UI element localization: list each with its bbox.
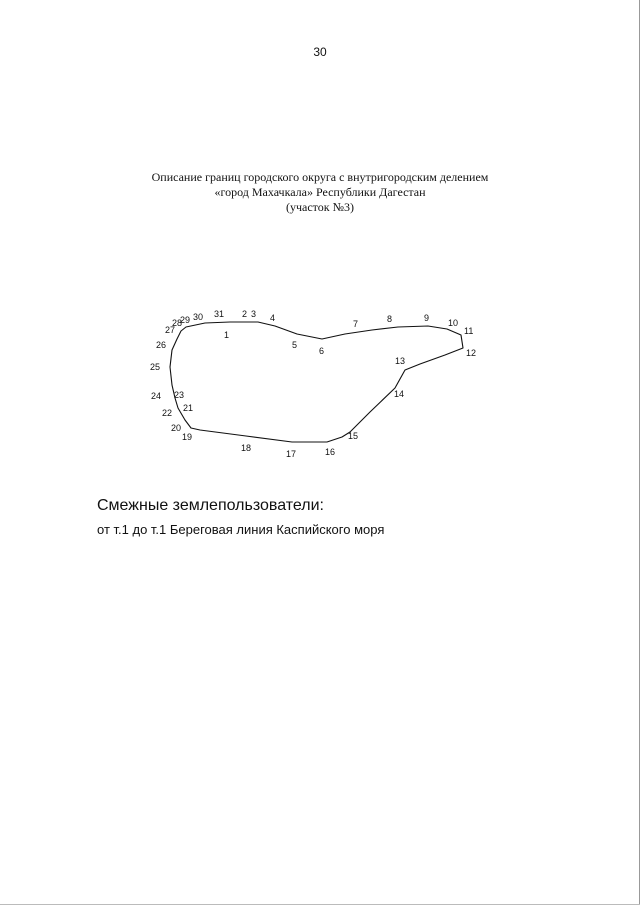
point-label-15: 15 <box>348 431 359 441</box>
point-label-19: 19 <box>182 432 193 442</box>
point-label-14: 14 <box>394 389 405 399</box>
point-label-18: 18 <box>241 443 252 453</box>
point-label-16: 16 <box>325 447 336 457</box>
point-label-8: 8 <box>387 314 393 324</box>
point-label-24: 24 <box>151 391 162 401</box>
point-label-31: 31 <box>214 309 225 319</box>
point-label-6: 6 <box>319 346 325 356</box>
neighbors-description: от т.1 до т.1 Береговая линия Каспийского моря <box>97 522 385 537</box>
neighbors-heading: Смежные землепользователи: <box>97 497 324 514</box>
point-label-12: 12 <box>466 348 477 358</box>
point-label-4: 4 <box>270 313 276 323</box>
boundary-outline <box>170 322 463 442</box>
point-label-23: 23 <box>174 390 185 400</box>
point-label-27: 27 <box>165 325 176 335</box>
point-label-7: 7 <box>353 319 359 329</box>
point-label-5: 5 <box>292 340 298 350</box>
title-line-1: Описание границ городского округа с внутригородским делением <box>151 170 489 184</box>
point-label-29: 29 <box>180 315 191 325</box>
point-label-22: 22 <box>162 408 173 418</box>
title-line-2: «город Махачкала» Республики Дагестан <box>214 185 426 199</box>
point-label-1: 1 <box>224 330 230 340</box>
point-label-25: 25 <box>150 362 161 372</box>
point-label-17: 17 <box>286 449 297 459</box>
point-label-11: 11 <box>464 326 474 336</box>
point-label-9: 9 <box>424 313 430 323</box>
title-line-3: (участок №3) <box>285 200 355 214</box>
point-label-13: 13 <box>395 356 406 366</box>
point-label-30: 30 <box>193 312 204 322</box>
point-label-2: 2 <box>242 309 248 319</box>
point-label-10: 10 <box>448 318 459 328</box>
point-label-26: 26 <box>156 340 167 350</box>
point-label-20: 20 <box>171 423 182 433</box>
point-label-28: 28 <box>172 318 183 328</box>
point-label-21: 21 <box>183 403 194 413</box>
page-number: 30 <box>313 45 327 59</box>
point-label-3: 3 <box>251 309 257 319</box>
